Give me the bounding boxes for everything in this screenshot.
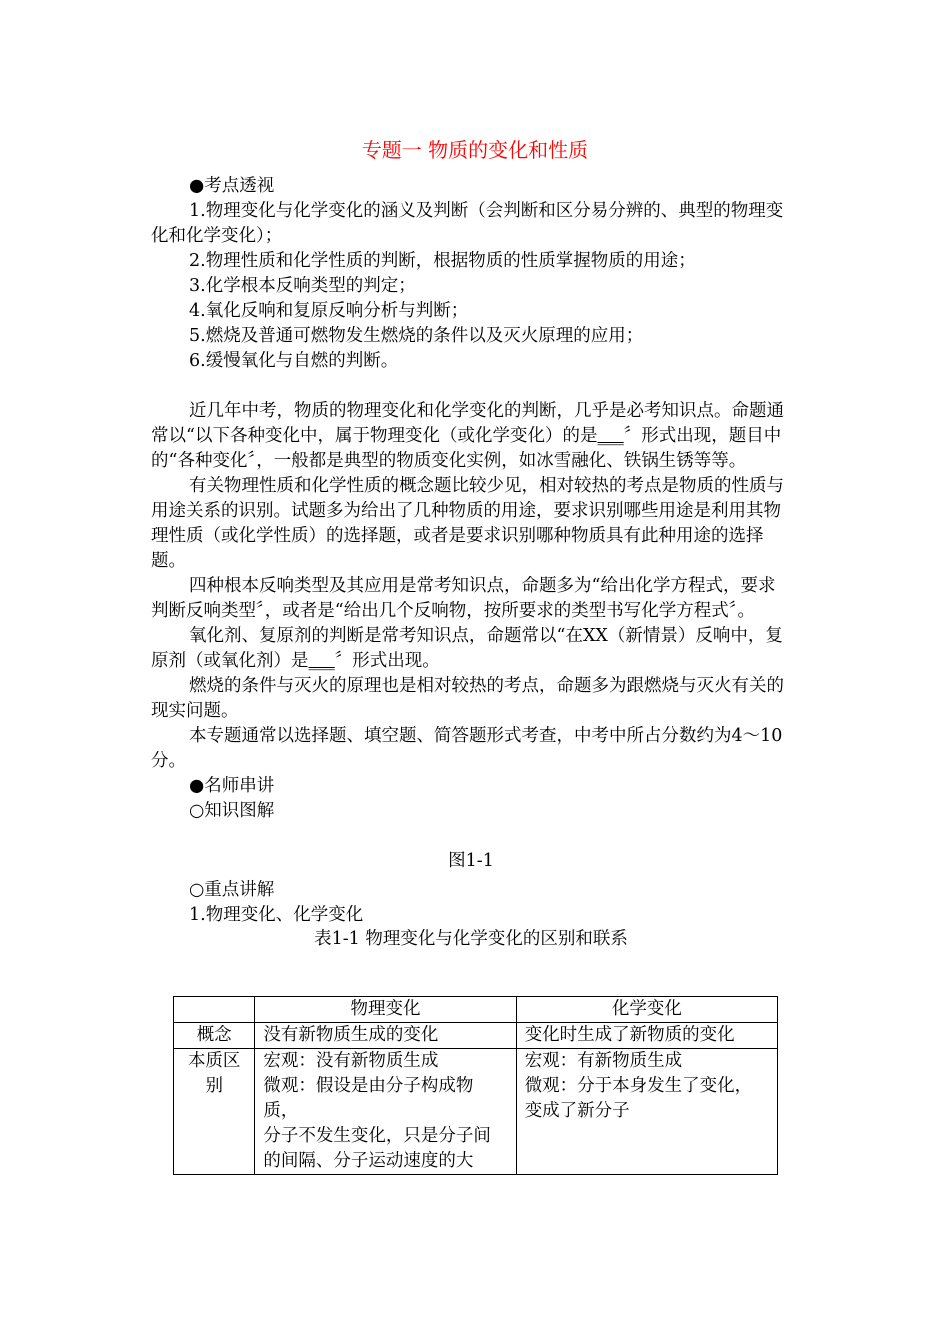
answer-blank: ___ — [308, 651, 335, 671]
comparison-table — [173, 996, 778, 1175]
paragraph-1 — [151, 399, 791, 474]
kaodian-item-6: 6.缓慢氧化与自燃的判断。 — [189, 351, 399, 371]
table-row — [174, 1049, 778, 1175]
paragraph-1-text-a: 近几年中考，物质的物理变化和化学变化的判断，几乎是必考知识点。命题通常以“以下各种变化中，属于物理变化（或化学变化）的是 — [151, 401, 784, 446]
paragraph-4-text-a: 氧化剂、复原剂的判断是常考知识点，命题常以“在XX（新情景）反响中，复原剂（或氧化剂）是 — [151, 626, 783, 671]
kaodian-item-3: 3.化学根本反响类型的判定； — [189, 276, 416, 296]
row-label-line: 本质区 — [187, 1051, 241, 1071]
row-label-line: 别 — [205, 1076, 223, 1096]
cell-line: 宏观：没有新物质生成 — [263, 1051, 439, 1071]
table-caption: 表1-1 物理变化与化学变化的区别和联系 — [314, 929, 628, 949]
paragraph-5: 燃烧的条件与灭火的原理也是相对较热的考点，命题多为跟燃烧与灭火有关的现实问题。 — [151, 676, 784, 721]
answer-blank: ___ — [597, 426, 624, 446]
subheading-zhishi: ○知识图解 — [189, 801, 275, 821]
section-heading-kaodian: ●考点透视 — [189, 176, 275, 196]
paragraph-4 — [151, 624, 791, 674]
subheading-zhongdian: ○重点讲解 — [189, 880, 275, 900]
table-cell — [255, 1049, 516, 1175]
row-label: 概念 — [174, 1023, 255, 1049]
section-heading-mingshi: ●名师串讲 — [189, 776, 275, 796]
kaodian-item-5: 5.燃烧及普通可燃物发生燃烧的条件以及灭火原理的应用； — [189, 326, 644, 346]
table-header-cell: 化学变化 — [516, 997, 777, 1023]
table-cell — [516, 1049, 777, 1175]
kaodian-item-1: 1.物理变化与化学变化的涵义及判断（会判断和区分易分辨的、典型的物理变化和化学变化）； — [151, 201, 784, 246]
table-cell: 变化时生成了新物质的变化 — [516, 1023, 777, 1049]
document-body — [151, 174, 791, 950]
cell-line: 微观：假设是由分子构成物质， — [263, 1076, 474, 1121]
row-label — [174, 1049, 255, 1175]
paragraph-3: 四种根本反响类型及其应用是常考知识点，命题多为“给出化学方程式，要求判断反响类型〞，或者是“给出几个反响物，按所要求的类型书写化学方程式〞。 — [151, 576, 776, 621]
cell-line: 分子不发生变化，只是分子间 — [263, 1126, 491, 1146]
kaodian-item-2: 2.物理性质和化学性质的判断，根据物质的性质掌握物质的用途； — [189, 251, 696, 271]
table-header-cell: 物理变化 — [255, 997, 516, 1023]
table-cell: 没有新物质生成的变化 — [255, 1023, 516, 1049]
paragraph-4-text-b: 〞形式出现。 — [334, 651, 440, 671]
table-header-row — [174, 997, 778, 1023]
cell-line: 微观：分于本身发生了变化， — [524, 1076, 753, 1096]
table-header-cell — [174, 997, 255, 1023]
paragraph-2: 有关物理性质和化学性质的概念题比较少见，相对较热的考点是物质的性质与用途关系的识别。试题多为给出了几种物质的用途，要求识别哪些用途是利用其物理性质（或化学性质）的选择题，或者是要求识别哪种物质具有此种用途的选择题。 — [151, 476, 784, 571]
kaodian-item-4: 4.氧化反响和复原反响分析与判断； — [189, 301, 469, 321]
cell-line: 宏观：有新物质生成 — [524, 1051, 683, 1071]
table-row — [174, 1023, 778, 1049]
spacer — [151, 374, 791, 399]
item-heading: 1.物理变化、化学变化 — [189, 905, 364, 925]
cell-line: 变成了新分子 — [524, 1101, 630, 1121]
figure-caption: 图1-1 — [448, 851, 494, 871]
paragraph-1-text-b: 〞形式出现，题目中的“各种变化〞，一般都是典型的物质变化实例，如冰雪融化、铁锅生锈等等。 — [151, 426, 782, 471]
paragraph-6: 本专题通常以选择题、填空题、简答题形式考查，中考中所占分数约为4～10分。 — [151, 726, 783, 771]
page-title: 专题一 物质的变化和性质 — [361, 138, 589, 162]
cell-line: 的间隔、分子运动速度的大 — [263, 1151, 474, 1171]
